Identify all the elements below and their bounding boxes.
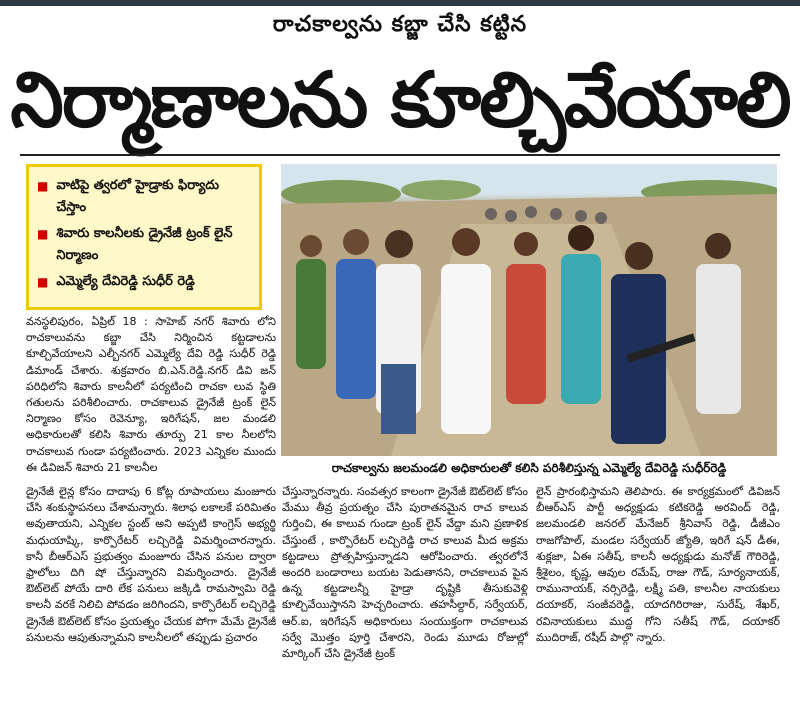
- article-headline: నిర్మాణాలను కూల్చివేయాలి: [10, 55, 790, 144]
- column-3: [536, 484, 780, 646]
- highlight-item: [37, 271, 251, 293]
- top-bar: [0, 0, 800, 6]
- article-kicker: రాచకాల్వను కబ్జా చేసి కట్టిన: [272, 12, 528, 37]
- highlight-text: వాటిపై త్వరలో హైడ్రాకు ఫిర్యాదు చేస్తాం: [56, 178, 220, 215]
- column-1-bottom: [26, 484, 276, 646]
- highlight-text: శివారు కాలనీలకు డ్రైనేజీ ట్రంక్ లైన్ నిర్మాణం: [56, 226, 233, 263]
- column-2: [282, 484, 528, 662]
- square-bullet-icon: ■: [37, 275, 49, 289]
- square-bullet-icon: ■: [37, 179, 49, 193]
- officials-walking-image: [281, 164, 777, 456]
- body-text: వనస్థలిపురం, ఏప్రిల్ 18 : సాహెబ్ నగర్ శివారు లోని రాచకాలువను కబ్జా చేసి నిర్మించిన కట్టడాలను కూల్చివేయాలని ఎల్బీనగర్ ఎమ్మెల్యే దేవి రెడ్డి సుధీర్ రెడ్డి డిమాండ్ చేశారు. శుక్రవారం బి.ఎన్.రెడ్డి.నగర్ డివి జన్ పరిధిలోని శివారు కాలనీలో పర్యటించి రాచకా లువ స్థితి గతులను పరిశీలించారు. రాచకాలువ డ్రైనేజీ ట్రంక్ లైన్ నిర్మాణం కోసం రెవెన్యూ, ఇరిగేషన్, జల మండలి అధికారులతో కలిసి శివారు తూర్పు 21 కాల నీలలోని రాచకాలువ గుండా పర్యటించారు. 2023 ఎన్నికల ముందు ఈ డివిజన్ శివారు 21 కాలనీల: [26, 315, 276, 474]
- body-text: చేస్తున్నారన్నారు. సంవత్సర కాలంగా డ్రైనేజీ ఔట్‌లెట్ కోసం మేము తీవ్ర ప్రయత్నం చేసి పురాతనమైన రాచ కాలువ గుర్తించి, ఈ కాలువ గుండా ట్రంక్ లైన్ వేద్దా మని ప్రణాళిక చేస్తుంటే , కార్పొరేటర్ లచ్చిరెడ్డి రాచ కాలువ మీద అక్రమ కట్టడాలు ప్రోత్సహిస్తున్నాడని ఆరోపించారు. త్వరలోనే అందరి బండారాలు బయట పెడుతానని, రాచకాలువ పైన ఉన్న కట్టడాలన్నీ హైడ్రా దృష్టికి తీసుకువెళ్లి కూల్చివేయిస్తానని హెచ్చరించారు. తహసీల్దార్, సర్వేయర్, ఆర్.ఐ, ఇరిగేషన్ అధికారులు సంయుక్తంగా రాచకాలువ సర్వే మొత్తం పూర్తి చేశారని, రెండు మూడు రోజుల్లో మార్కింగ్ చేసి డ్రైనేజీ ట్రంక్: [282, 485, 528, 661]
- photo-caption: రాచకాల్వను జలమండలి అధికారులతో కలిసి పరిశీలిస్తున్న ఎమ్మెల్యే దేవిరెడ్డి సుధీర్‌రెడ్డి: [281, 456, 777, 480]
- divider: [20, 154, 780, 156]
- square-bullet-icon: ■: [37, 227, 49, 241]
- highlights-box: [26, 164, 262, 310]
- highlight-item: [37, 175, 251, 219]
- column-1-top: [26, 314, 276, 476]
- body-text: లైన్ ప్రారంభిస్తామని తెలిపారు. ఈ కార్యక్రమంలో డివిజన్ బీఆర్ఎస్ పార్టీ అధ్యక్షుడు కటికరెడ్డి అరవింద్ రెడ్డి, జలమండలి జనరల్ మేనేజర్ శ్రీనివాస్ రెడ్డి, డీజీఎం రాజగోపాల్, మండల సర్వేయర్ జ్యోతి, ఇరిగే షన్ డీఈ, శుక్లజా, ఏఈ సతీష్, కాలనీ అధ్యక్షుడు మనోజ్ గౌరిరెడ్డి, శ్రీశైలం, కృష్ణ, ఆవుల రమేష్, రాజు గౌడ్, సూర్యనాయక్, రామునాయక్, నర్సిరెడ్డి, లక్ష్మీ పతి, కాలనీల నాయకులు దయాకర్, సంజీవరెడ్డి, యాదగిరిరాజు, సురేష్, శేఖర్, రవినాయకులు ముద్ద గోని సతీష్ గౌడ్, దయాకర్ ముదిరాజ్, రషీద్ పాల్గొ న్నారు.: [536, 485, 780, 644]
- news-photo: [281, 164, 777, 456]
- highlight-text: ఎమ్మెల్యే దేవిరెడ్డి సుధీర్ రెడ్డి: [56, 274, 195, 289]
- body-text: డ్రైనేజీ లైన్ల కోసం దాదాపు 6 కోట్ల రూపాయలు మంజూరు చేసి శంకుస్థాపనలు చేశామన్నారు. శిలాఫ లకాలకే పరిమితం అవుతాయని, ఎన్నికల స్టంట్ అని అప్పటి కాంగ్రెస్ అభ్యర్థి మధుయాష్కి, కార్పొరేటర్ లచ్చిరెడ్డి విమర్శించారన్నారు. కానీ బీఆర్ఎస్ ప్రభుత్వం మంజూరు చేసిన పనుల ద్వారా ఫ్రాలోలు దిగి షో చేస్తున్నారని విమర్శించారు. డ్రైనేజీ ఔట్‌లెట్ పోయే దారి లేక పనులు జక్కిడి రామస్వామి రెడ్డి కాలనీ వరకే నిలిచి పోవడం జరిగిందని, కార్పొరేటర్ లచ్చిరెడ్డి డ్రైనేజీ ఔట్‌లెట్ కోసం ప్రయత్నం చేయక పోగా మేమే డ్రైనేజీ పనులను ఆపుతున్నామని కాలనీలలో తప్పుడు ప్రచారం: [26, 485, 276, 644]
- highlight-item: [37, 223, 251, 267]
